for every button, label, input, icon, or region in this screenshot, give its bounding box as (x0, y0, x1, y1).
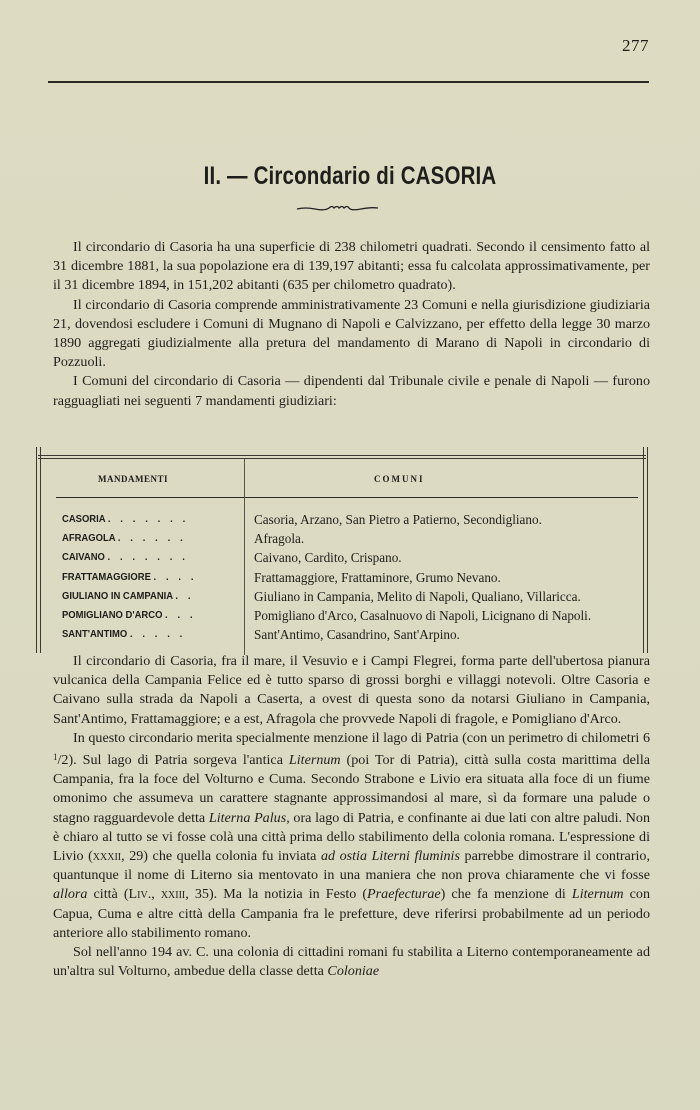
paragraph: In questo circondario merita specialmente menzione il lago di Patria (con un perimetro di chilometri 6 $^1$/2). Sul lago di Patria sorgeva l'antica Liternum (poi Tor di Patria), città sulla costa marittima della Campania, fra la foce del Volturno e Cuma. Secondo Strabone e Livio era situata alla foce di un fiume omonimo che assumeva un carattere stagnante approssimandosi al mare, sì da formare una palude o stagno ragguardevole detta Literna Palus, ora lago di Patria, e confinante ai due lati con altre paludi. Non è chiaro al tutto se vi fosse colà una città prima dello stabilimento della colonia romana. L'espressione di Livio (xxxii, 29) che quella colonia fu inviata ad ostia Literni fluminis parrebbe dimostrare il contrario, quantunque il nome di Literno sia mentovato in una maniera che non prova chiaramente che vi fosse allora città (Liv., xxiii, 35). Ma la notizia in Festo (Praefecturae) che fa menzione di Liternum con Capua, Cuma e altre città della Campania fra le prefetture, deve riferirsi probabilmente ad un periodo anteriore allo stabilimento romano. (53, 729, 651, 941)
comuni-cell: Sant'Antimo, Casandrino, Sant'Arpino. (254, 627, 460, 643)
mandamento-cell: FRATTAMAGGIORE . . . . (62, 570, 198, 583)
comuni-cell: Frattamaggiore, Frattaminore, Grumo Nevano. (254, 569, 501, 585)
comuni-cell: Pomigliano d'Arco, Casalnuovo di Napoli, Licignano di Napoli. (254, 607, 592, 623)
table-row (36, 510, 648, 529)
table-row (36, 568, 648, 587)
paragraph: Sol nell'anno 194 av. C. una colonia di cittadini romani fu stabilita a Literno contemporaneamente ad un'altra sul Volturno, ambedue della classe detta Coloniae (53, 944, 650, 980)
comuni-cell: Giuliano in Campania, Melito di Napoli, Qualiano, Villaricca. (254, 588, 581, 604)
table-row (36, 529, 648, 548)
mandamento-cell: CASORIA . . . . . . . (62, 513, 189, 525)
comuni-cell: Caivano, Cardito, Crispano. (254, 550, 402, 566)
table-row (36, 587, 648, 606)
comuni-cell: Casoria, Arzano, San Pietro a Patierno, Secondigliano. (254, 512, 542, 527)
paragraph: Il circondario di Casoria comprende amministrativamente 23 Comuni e nella giurisdizione giudiziaria 21, dovendosi escludere i Comuni di Mugnano di Napoli e Calvizzano, per effetto della legge 30 marzo 1890 aggregati giudizialmente alla pretura del mandamento di Marano di Napoli in circondario di Pozzuoli. (53, 296, 650, 371)
table-border (38, 455, 646, 459)
mandamenti-table (36, 447, 648, 647)
mandamento-cell: POMIGLIANO D'ARCO . . . (62, 608, 197, 621)
comuni-cell: Afragola. (254, 531, 305, 547)
mandamento-cell: GIULIANO IN CAMPANIA . . (62, 589, 195, 602)
chapter-title: II. — Circondario di CASORIA (203, 162, 497, 190)
mandamento-cell: AFRAGOLA . . . . . . (62, 532, 187, 545)
main-text (53, 652, 650, 981)
page-number: 277 (622, 36, 649, 55)
mandamento-cell: CAIVANO . . . . . . . (62, 551, 189, 564)
table-row (36, 606, 648, 625)
column-header-mandamenti: MANDAMENTI (98, 474, 168, 484)
header-rule (48, 81, 649, 83)
table-body (36, 510, 648, 644)
column-header-comuni: COMUNI (374, 474, 425, 484)
table-row (36, 548, 648, 567)
table-header-rule (56, 497, 638, 498)
paragraph: Il circondario di Casoria, fra il mare, il Vesuvio e i Campi Flegrei, forma parte dell'ubertosa pianura vulcanica della Campania Felice ed è tutto sparso di grossi borghi e villaggi notevoli. Oltre Casoria e Caivano sulla strada da Napoli a Caserta, a ovest di questa sono da notarsi Giuliano in Campania, Sant'Antimo, Frattamaggiore; e a est, Afragola che provvede Napoli di fragole, e Pomigliano d'Arco. (53, 653, 650, 727)
paragraph: Il circondario di Casoria ha una superficie di 238 chilometri quadrati. Secondo il censimento fatto al 31 dicembre 1881, la sua popolazione era di 139,197 abitanti; essa fu calcolata approssimativamente, per il 31 dicembre 1894, in 151,202 abitanti (635 per chilometro quadrato). (53, 239, 650, 294)
intro-text (53, 238, 650, 411)
mandamento-cell: SANT'ANTIMO . . . . . (62, 628, 186, 641)
paragraph: I Comuni del circondario di Casoria — dipendenti dal Tribunale civile e penale di Napoli — furono ragguagliati nei seguenti 7 mandamenti giudiziari: (53, 373, 650, 409)
ornament-flourish-icon (295, 204, 380, 212)
table-row (36, 625, 648, 644)
